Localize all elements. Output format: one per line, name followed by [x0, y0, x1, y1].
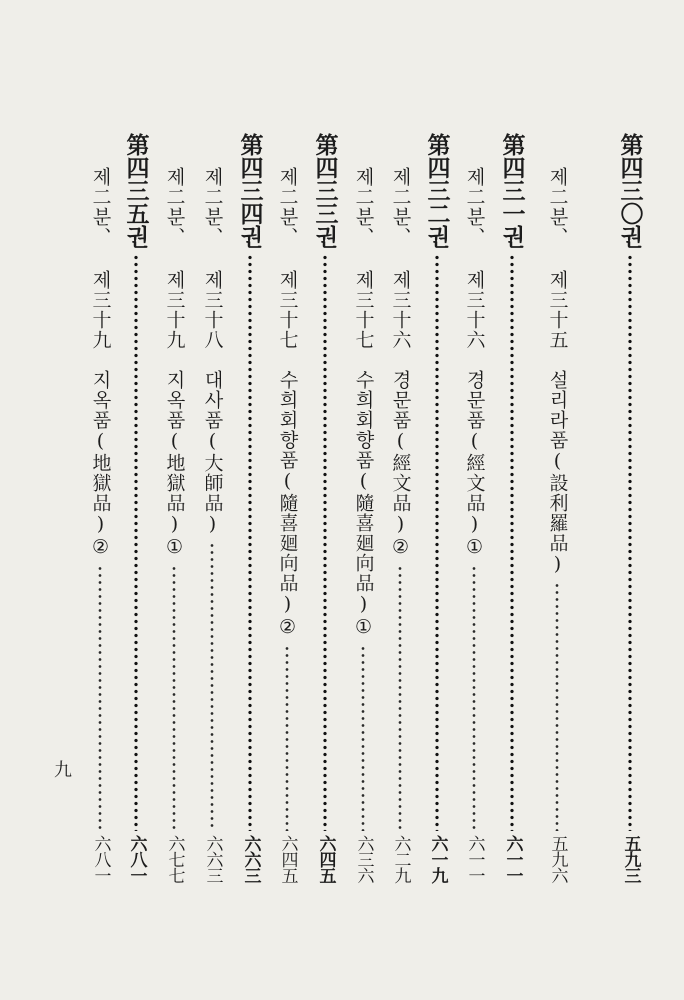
toc-entry-section	[160, 133, 188, 883]
toc-entry-volume	[122, 133, 150, 883]
entry-page: 六八一	[126, 835, 147, 883]
entry-title: 제二분、 제三十七 수희회향품(隨喜廻向品)②	[276, 167, 299, 639]
dot-leader	[285, 645, 289, 831]
dot-leader	[628, 254, 632, 831]
entry-page: 六一一	[502, 835, 523, 883]
toc-entry-section	[460, 133, 488, 883]
entry-page: 六一九	[427, 835, 448, 883]
entry-page: 六七七	[164, 835, 185, 883]
entry-page: 六四五	[315, 835, 336, 883]
entry-title: 제二분、 제三十八 대사품(大師品)	[201, 167, 224, 536]
dot-leader	[210, 542, 214, 831]
page-number: 九	[54, 760, 72, 781]
toc-entry-volume	[498, 133, 526, 883]
entry-page: 六八一	[90, 835, 111, 883]
toc-entry-section	[198, 133, 226, 883]
dot-leader	[361, 645, 365, 831]
toc-entry-volume	[236, 133, 264, 883]
entry-page: 五九三	[620, 835, 641, 883]
entry-title: 第四三五권	[122, 133, 150, 248]
entry-title: 제二분、 제三十六 경문품(經文品)②	[389, 167, 412, 559]
dot-leader	[134, 254, 138, 831]
entry-title: 第四三四권	[236, 133, 264, 248]
entry-title: 제二분、 제三十六 경문품(經文品)①	[463, 167, 486, 559]
entry-title: 제二분、 제三十七 수희회향품(隨喜廻向品)①	[352, 167, 375, 639]
entry-title: 第四三三권	[311, 133, 339, 248]
dot-leader	[555, 582, 559, 831]
entry-page: 六二九	[390, 835, 411, 883]
entry-title: 제二분、 제三十五 설리라품(設利羅品)	[546, 167, 569, 576]
toc-entry-section	[349, 133, 377, 883]
dot-leader	[323, 254, 327, 831]
entry-title: 第四三一권	[498, 133, 526, 248]
entry-page: 六四五	[277, 835, 298, 883]
entry-page: 六六三	[202, 835, 223, 883]
entry-title: 제二분、 제三十九 지옥품(地獄品)①	[163, 167, 186, 559]
dot-leader	[172, 565, 176, 831]
toc-entry-section	[273, 133, 301, 883]
entry-page: 六一一	[464, 835, 485, 883]
toc-entry-section	[543, 133, 571, 883]
dot-leader	[435, 254, 439, 831]
toc-entry-volume	[616, 133, 644, 883]
dot-leader	[472, 565, 476, 831]
entry-title: 第四三二권	[423, 133, 451, 248]
dot-leader	[98, 565, 102, 831]
dot-leader	[398, 565, 402, 831]
toc-entry-volume	[423, 133, 451, 883]
entry-page: 六三六	[353, 835, 374, 883]
entry-title: 제二분、 제三十九 지옥품(地獄品)②	[89, 167, 112, 559]
toc-entry-volume	[311, 133, 339, 883]
entry-page: 六六三	[240, 835, 261, 883]
entry-title: 第四三〇권	[616, 133, 644, 248]
toc-entry-section	[86, 133, 114, 883]
toc-entry-section	[386, 133, 414, 883]
dot-leader	[248, 254, 252, 831]
entry-page: 五九六	[547, 835, 568, 883]
dot-leader	[510, 254, 514, 831]
